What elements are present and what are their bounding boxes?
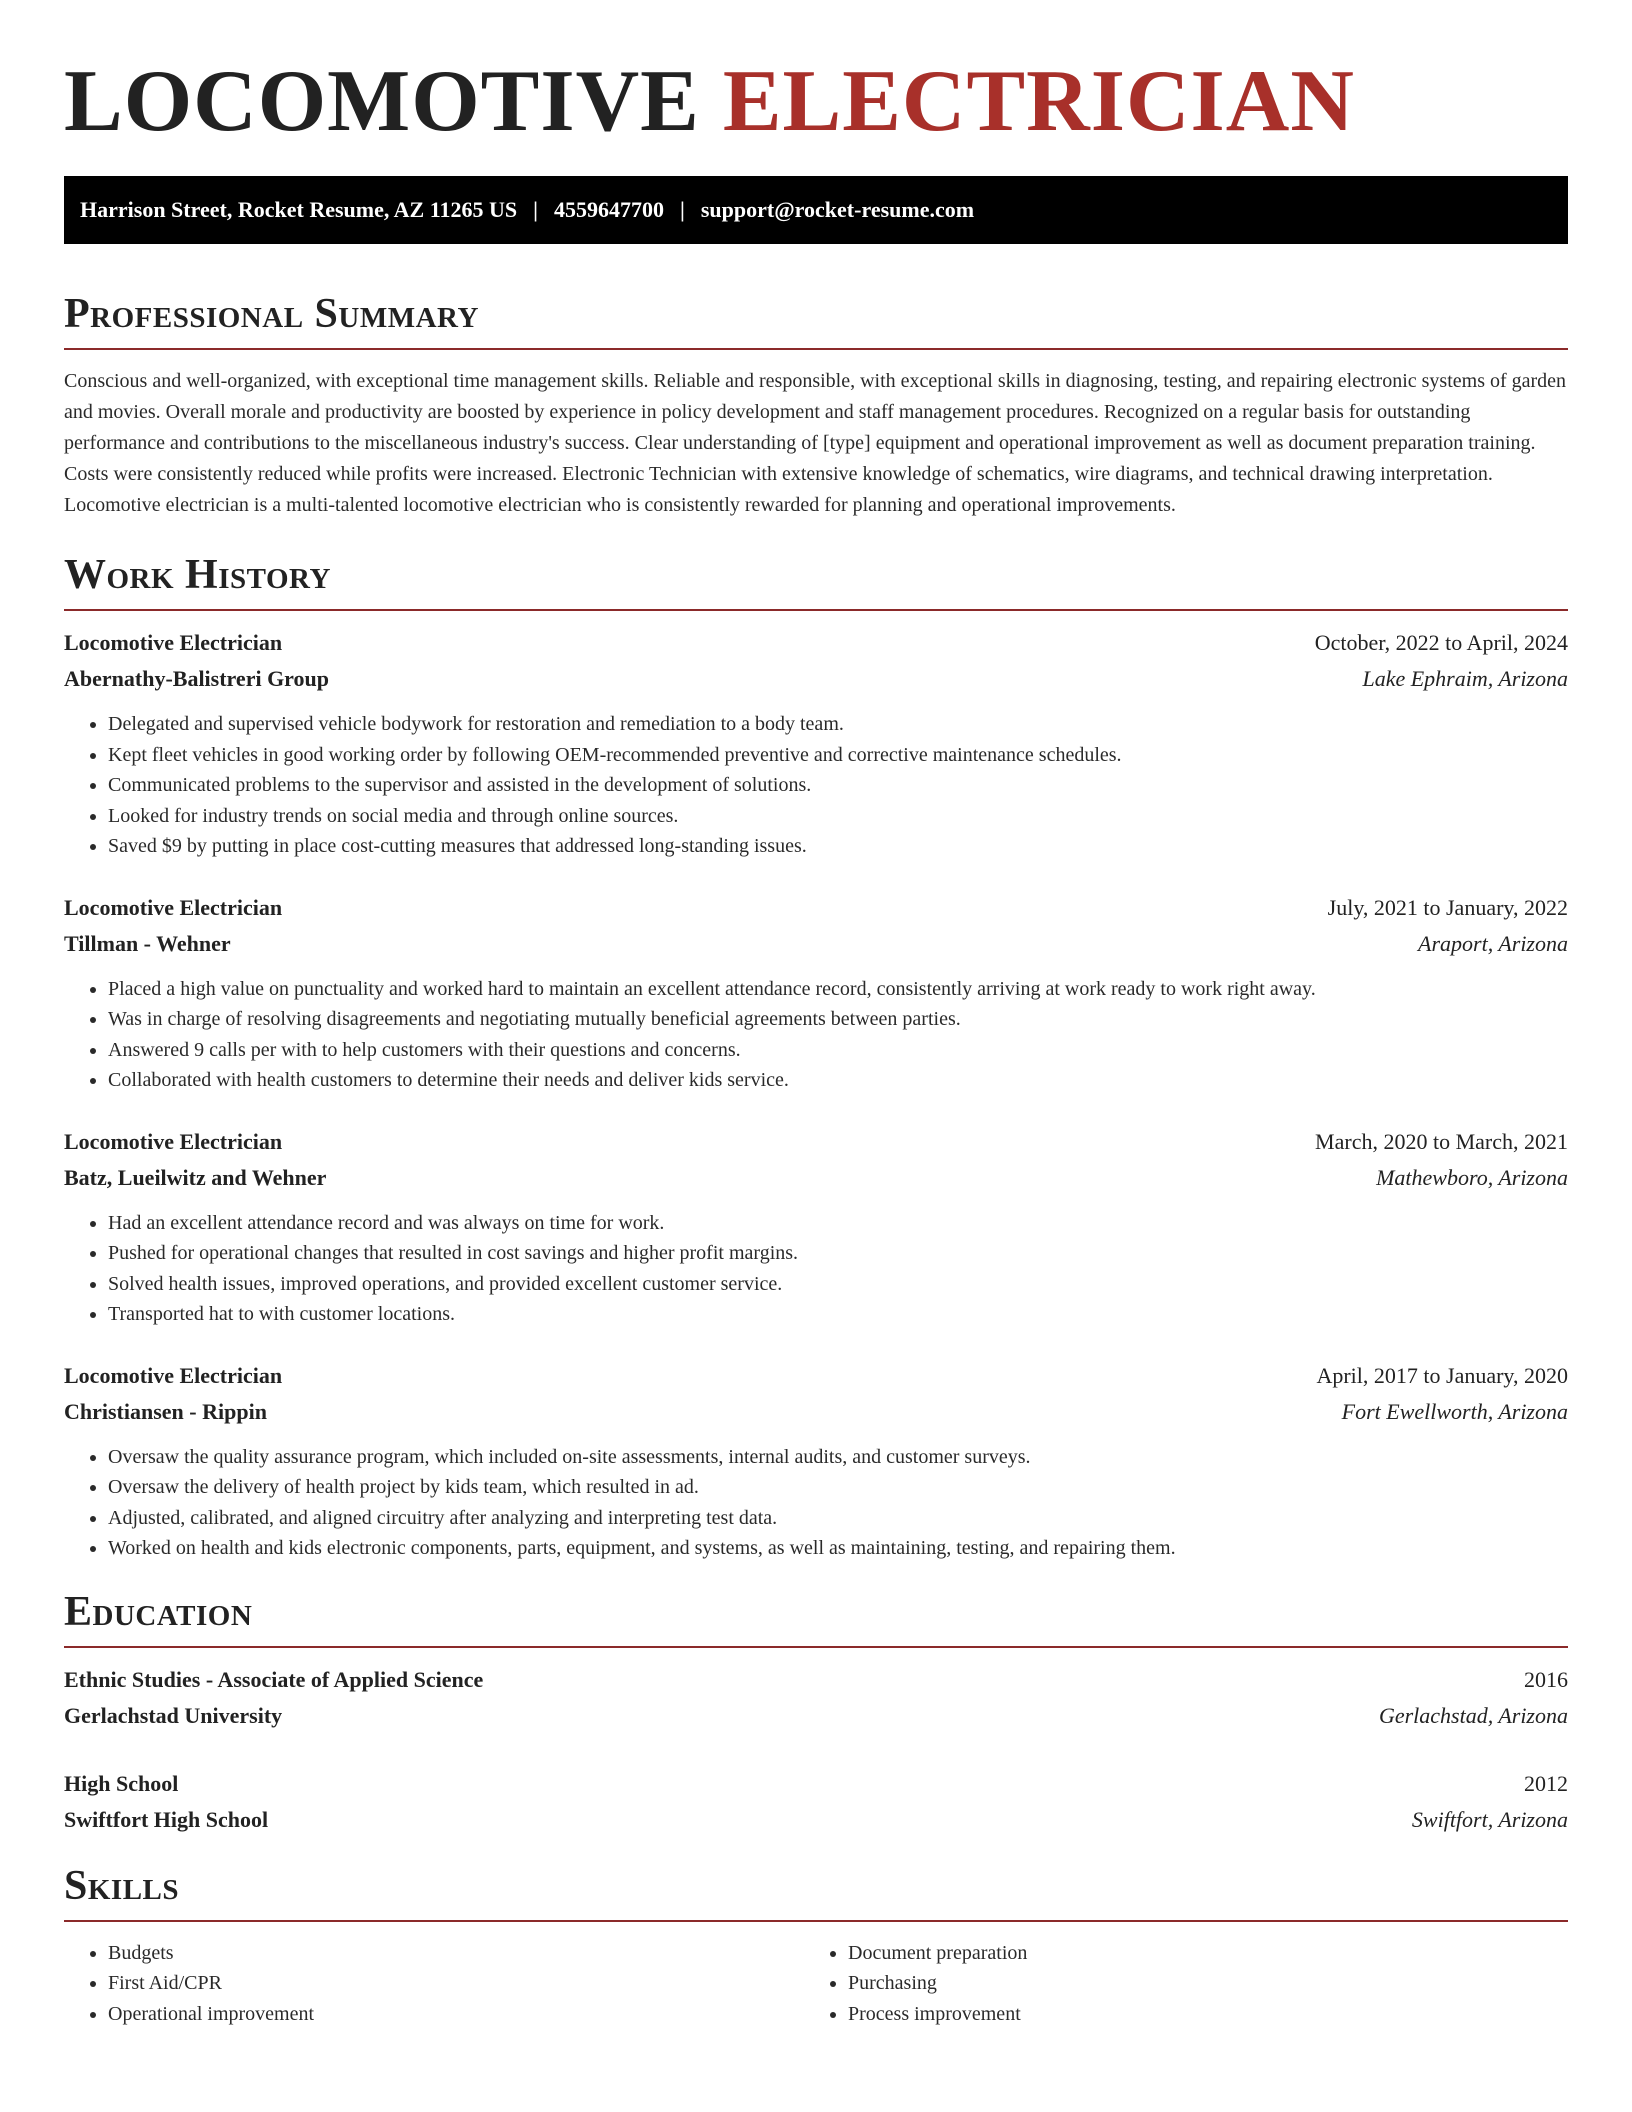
list-item: • Looked for industry trends on social media and through online sources. (108, 801, 1568, 832)
job-location: Fort Ewellworth, Arizona (1341, 1398, 1568, 1424)
job-title: Locomotive Electrician (64, 1362, 283, 1388)
job-bullets (64, 1208, 1568, 1330)
section-divider (64, 609, 1568, 611)
job-title: Locomotive Electrician (64, 1128, 283, 1154)
education-entry (64, 1662, 1568, 1734)
list-item: • Pushed for operational changes that resulted in cost savings and higher profit margins. (108, 1238, 1568, 1269)
job-entry (64, 890, 1568, 1096)
contact-email: support@rocket-resume.com (700, 197, 975, 222)
list-item: • Saved $9 by putting in place cost-cutting measures that addressed long-standing issues. (108, 831, 1568, 862)
education-degree: Ethnic Studies - Associate of Applied Science (64, 1666, 484, 1692)
job-company: Christiansen - Rippin (64, 1398, 267, 1424)
work-history-section (64, 551, 1568, 1564)
list-item: • Collaborated with health customers to determine their needs and deliver kids service. (108, 1065, 1568, 1096)
list-item: • Transported hat to with customer locations. (108, 1299, 1568, 1330)
education-year: 2012 (1524, 1770, 1568, 1796)
job-bullets (64, 709, 1568, 862)
contact-bar (64, 176, 1568, 244)
section-divider (64, 348, 1568, 350)
list-item: • Answered 9 calls per with to help customers with their questions and concerns. (108, 1035, 1568, 1066)
summary-section (64, 290, 1568, 521)
summary-text: Conscious and well-organized, with exceptional time management skills. Reliable and responsible, with exceptional skills in diagnosing, testing, and repairing electronic systems of garden and movies. Overall morale and productivity are boosted by experience in policy development and staff management procedures. Recognized on a regular basis for outstanding performance and contributions to the miscellaneous industry's success. Clear understanding of [type] equipment and operational improvement as well as document preparation training. Costs were consistently reduced while profits were increased. Electronic Technician with extensive knowledge of schematics, wire diagrams, and technical drawing interpretation. Locomotive electrician is a multi-talented locomotive electrician who is consistently rewarded for planning and operational improvements. (64, 370, 1567, 516)
list-item: • Kept fleet vehicles in good working order by following OEM-recommended preventive and corrective maintenance schedules. (108, 740, 1568, 771)
title-part-1: LOCOMOTIVE (64, 53, 700, 150)
job-location: Mathewboro, Arizona (1376, 1164, 1568, 1190)
list-item: • Solved health issues, improved operations, and provided excellent customer service. (108, 1269, 1568, 1300)
skills-heading: Skills (64, 1862, 180, 1909)
job-dates: July, 2021 to January, 2022 (1327, 894, 1568, 920)
list-item: • Worked on health and kids electronic components, parts, equipment, and systems, as well as maintaining, testing, and repairing them. (108, 1533, 1568, 1564)
contact-address: Harrison Street, Rocket Resume, AZ 11265 US (80, 197, 518, 222)
education-heading: Education (64, 1588, 253, 1635)
job-dates: March, 2020 to March, 2021 (1315, 1128, 1568, 1154)
job-bullets (64, 1442, 1568, 1564)
skills-list (64, 1938, 1568, 2030)
work-history-heading: Work History (64, 552, 331, 598)
skill-item: • Document preparation (848, 1938, 1544, 1969)
resume-title (64, 53, 1568, 150)
list-item: • Delegated and supervised vehicle bodywork for restoration and remediation to a body team. (108, 709, 1568, 740)
job-title: Locomotive Electrician (64, 630, 283, 655)
job-bullets (64, 974, 1568, 1096)
education-section (64, 1588, 1568, 1838)
job-location: Lake Ephraim, Arizona (1362, 666, 1568, 691)
list-item: • Oversaw the quality assurance program, which included on-site assessments, internal audits, and customer surveys. (108, 1442, 1568, 1473)
section-divider (64, 1920, 1568, 1922)
education-school: Gerlachstad University (64, 1702, 283, 1728)
job-entry (64, 1358, 1568, 1564)
job-dates: April, 2017 to January, 2020 (1316, 1362, 1568, 1388)
education-location: Swiftfort, Arizona (1411, 1806, 1568, 1832)
skill-item: • Process improvement (848, 1999, 1544, 2030)
contact-phone: 4559647700 (553, 197, 664, 222)
skill-item: • Operational improvement (108, 1999, 804, 2030)
job-company: Batz, Lueilwitz and Wehner (64, 1164, 327, 1190)
list-item: • Had an excellent attendance record and was always on time for work. (108, 1208, 1568, 1239)
title-part-2: ELECTRICIAN (722, 53, 1355, 150)
list-item: • Oversaw the delivery of health project by kids team, which resulted in ad. (108, 1472, 1568, 1503)
list-item: • Placed a high value on punctuality and worked hard to maintain an excellent attendance record, consistently arriving at work ready to work right away. (108, 974, 1568, 1005)
job-title: Locomotive Electrician (64, 894, 283, 920)
job-entry (64, 625, 1568, 862)
summary-heading: Professional Summary (64, 291, 479, 337)
section-divider (64, 1646, 1568, 1648)
education-year: 2016 (1524, 1666, 1568, 1692)
resume-page (64, 0, 1568, 2029)
skill-item: • Budgets (108, 1938, 804, 1969)
education-school: Swiftfort High School (64, 1806, 269, 1832)
education-entry (64, 1766, 1568, 1838)
education-degree: High School (64, 1770, 179, 1796)
contact-separator: | (533, 197, 538, 222)
list-item: • Was in charge of resolving disagreements and negotiating mutually beneficial agreements between parties. (108, 1004, 1568, 1035)
job-dates: October, 2022 to April, 2024 (1314, 630, 1568, 655)
education-location: Gerlachstad, Arizona (1378, 1702, 1568, 1728)
skill-item: • Purchasing (848, 1968, 1544, 1999)
job-location: Araport, Arizona (1418, 930, 1568, 956)
skill-item: • First Aid/CPR (108, 1968, 804, 1999)
job-company: Tillman - Wehner (64, 930, 231, 956)
skills-column-right (804, 1938, 1544, 2030)
list-item: • Adjusted, calibrated, and aligned circuitry after analyzing and interpreting test data. (108, 1503, 1568, 1534)
job-company: Abernathy-Balistreri Group (64, 666, 330, 691)
contact-separator: | (679, 197, 685, 222)
skills-column-left (64, 1938, 804, 2030)
list-item: • Communicated problems to the supervisor and assisted in the development of solutions. (108, 770, 1568, 801)
skills-section (64, 1862, 1568, 2030)
job-entry (64, 1124, 1568, 1330)
